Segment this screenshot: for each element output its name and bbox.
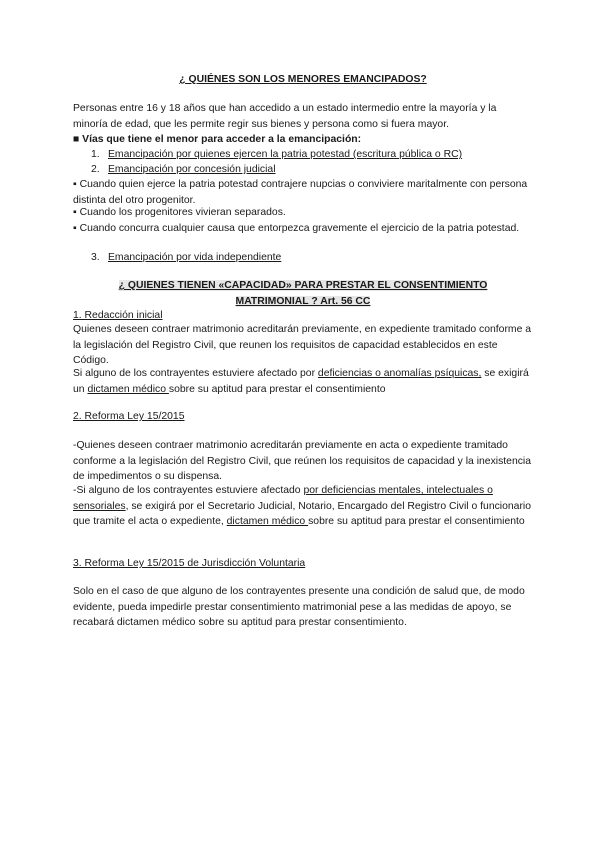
sub1-heading: 1. Redacción inicial	[73, 310, 163, 321]
sub1-para1: Quienes deseen contraer matrimonio acreditarán previamente, en expediente tramitado conforme a la legislación del Registro Civil, que reunen los requisitos de capacidad establecidos en este Código.	[73, 324, 532, 366]
section2-title-line1: ¿ QUIENES TIENEN «CAPACIDAD» PARA PRESTAR EL CONSENTIMIENTO	[118, 280, 488, 291]
list-item-1: Emancipación por quienes ejercen la patria potestad (escritura pública o RC)	[108, 149, 463, 160]
bullet-2: ▪ Cuando los progenitores vivieran separados.	[73, 207, 286, 218]
list-item-1-number: 1.	[91, 149, 100, 160]
sub3-heading: 3. Reforma Ley 15/2015 de Jurisdicción Voluntaria	[73, 558, 306, 569]
list-item-2-number: 2.	[91, 164, 100, 175]
list-item-2: Emancipación por concesión judicial	[108, 164, 276, 175]
sub2-para1: -Quienes deseen contraer matrimonio acreditarán previamente en acta o expediente tramitado conforme a la legislación del Registro Civil, que reúnen los requisitos de capacidad y la inexistencia de impedimentos o su dispensa.	[73, 440, 532, 482]
sub3-para1: Solo en el caso de que alguno de los contrayentes presente una condición de salud que, de modo evidente, pueda impedirle prestar consentimiento matrimonial pese a las medidas de apoyo, se recabará dictamen médico sobre su aptitud para prestar consentimiento.	[73, 586, 525, 628]
sub2-para2: -Si alguno de los contrayentes estuviere afectado por deficiencias mentales, intelectuales o sensoriales, se exigirá por el Secretario Judicial, Notario, Encargado del Registro Civil o funcionario que tramite el acta o expediente, dictamen médico sobre su aptitud para prestar el consentimiento	[73, 485, 531, 527]
bullet-3: ▪ Cuando concurra cualquier causa que entorpezca gravemente el ejercicio de la patria potestad.	[73, 223, 520, 234]
sub1-para2: Si alguno de los contrayentes estuviere afectado por deficiencias o anomalías psíquicas, se exigirá un dictamen médico sobre su aptitud para prestar el consentimiento	[73, 368, 529, 395]
list-item-3-number: 3.	[91, 252, 100, 263]
sub2-heading: 2. Reforma Ley 15/2015	[73, 411, 185, 422]
section1-intro: Personas entre 16 y 18 años que han accedido a un estado intermedio entre la mayoría y la minoría de edad, que les permite regir sus bienes y persona como si fuera mayor.	[73, 103, 497, 130]
vias-heading: ■ Vías que tiene el menor para acceder a la emancipación:	[73, 134, 362, 145]
list-item-3: Emancipación por vida independiente	[108, 252, 282, 263]
section2-title	[73, 278, 533, 309]
section1-title: ¿ QUIÉNES SON LOS MENORES EMANCIPADOS?	[179, 74, 427, 85]
section2-title-line2: MATRIMONIAL ? Art. 56 CC	[235, 295, 371, 307]
bullet-1: ▪ Cuando quien ejerce la patria potestad contrajere nupcias o conviviere maritalmente con persona distinta del otro progenitor.	[73, 179, 528, 206]
